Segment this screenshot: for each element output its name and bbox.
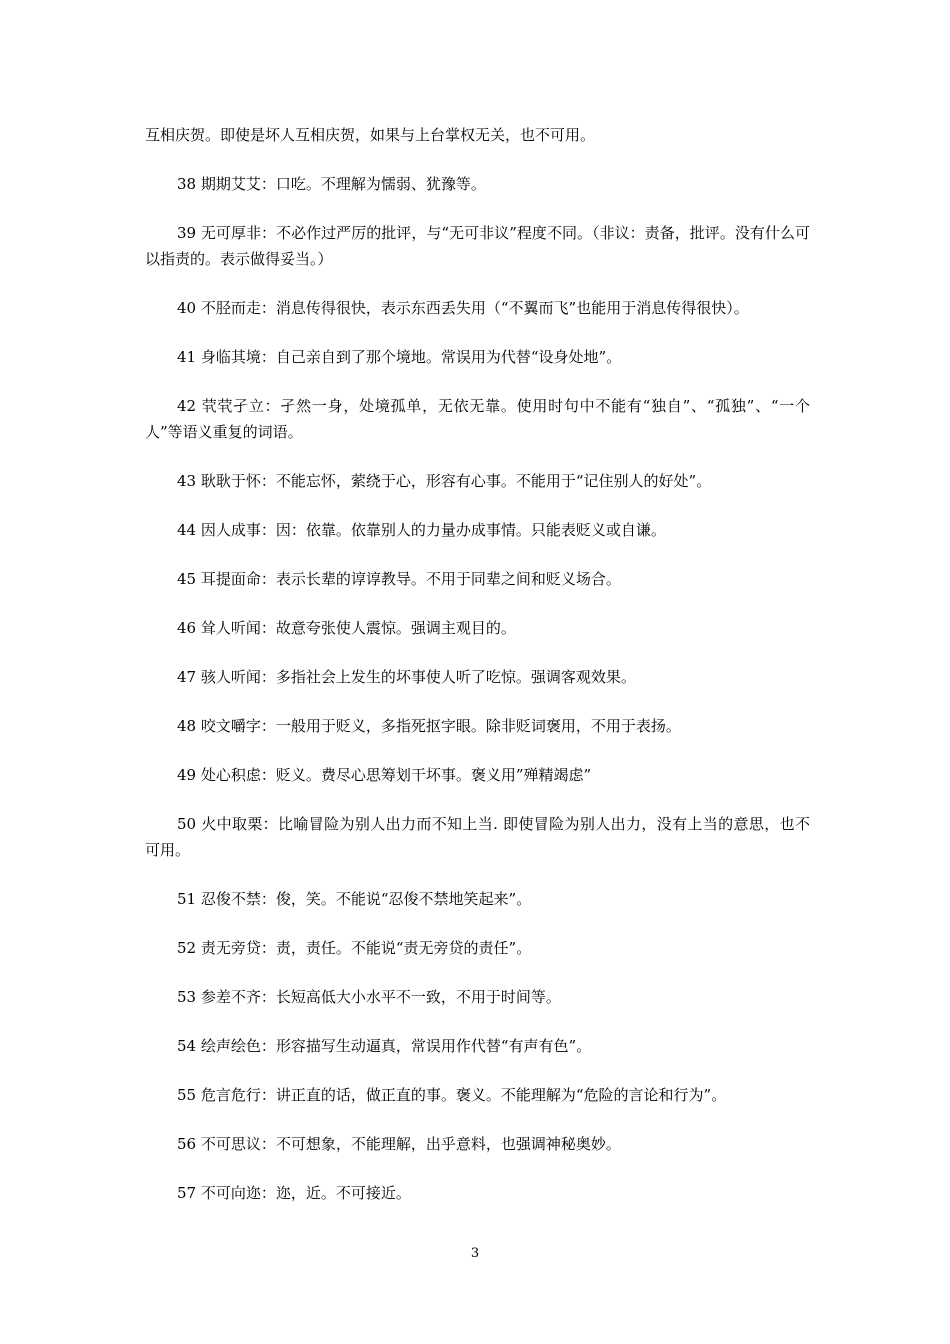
paragraph-entry-54: 54 绘声绘色：形容描写生动逼真，常误用作代替“有声有色”。 bbox=[177, 1037, 592, 1055]
paragraph-entry-52: 52 责无旁贷：责，责任。不能说“责无旁贷的责任”。 bbox=[177, 939, 532, 957]
paragraph-entry-40: 40 不胫而走：消息传得很快，表示东西丢失用（“不翼而飞”也能用于消息传得很快）。 bbox=[177, 299, 749, 317]
paragraph-entry-50: 50 火中取栗：比喻冒险为别人出力而不知上当. 即使冒险为别人出力，没有上当的意思，也不可用。 bbox=[145, 815, 810, 859]
paragraph-entry-55: 55 危言危行：讲正直的话，做正直的事。褒义。不能理解为“危险的言论和行为”。 bbox=[177, 1086, 727, 1104]
document-body bbox=[145, 122, 810, 1229]
paragraph-continuation: 互相庆贺。即使是坏人互相庆贺，如果与上台掌权无关，也不可用。 bbox=[145, 126, 596, 144]
paragraph-entry-49: 49 处心积虑：贬义。费尽心思筹划干坏事。褒义用”殚精竭虑” bbox=[177, 766, 592, 784]
paragraph-entry-56: 56 不可思议：不可想象，不能理解，出乎意料，也强调神秘奥妙。 bbox=[177, 1135, 621, 1153]
paragraph-entry-48: 48 咬文嚼字：一般用于贬义，多指死抠字眼。除非贬词褒用，不用于表扬。 bbox=[177, 717, 681, 735]
paragraph-entry-53: 53 参差不齐：长短高低大小水平不一致，不用于时间等。 bbox=[177, 988, 561, 1006]
paragraph-entry-47: 47 骇人听闻：多指社会上发生的坏事使人听了吃惊。强调客观效果。 bbox=[177, 668, 636, 686]
page-number: 3 bbox=[470, 1246, 480, 1261]
paragraph-entry-45: 45 耳提面命：表示长辈的谆谆教导。不用于同辈之间和贬义场合。 bbox=[177, 570, 621, 588]
paragraph-entry-43: 43 耿耿于怀：不能忘怀，萦绕于心，形容有心事。不能用于“记住别人的好处”。 bbox=[177, 472, 712, 490]
paragraph-entry-46: 46 耸人听闻：故意夸张使人震惊。强调主观目的。 bbox=[177, 619, 516, 637]
paragraph-entry-44: 44 因人成事：因：依靠。依靠别人的力量办成事情。只能表贬义或自谦。 bbox=[177, 521, 666, 539]
paragraph-entry-57: 57 不可向迩：迩，近。不可接近。 bbox=[177, 1184, 411, 1202]
paragraph-entry-39: 39 无可厚非：不必作过严厉的批评，与“无可非议”程度不同。（非议：责备，批评。没有什么可以指责的。表示做得妥当。） bbox=[145, 224, 810, 268]
paragraph-entry-41: 41 身临其境：自己亲自到了那个境地。常误用为代替“设身处地”。 bbox=[177, 348, 622, 366]
paragraph-entry-51: 51 忍俊不禁：俊，笑。不能说“忍俊不禁地笑起来”。 bbox=[177, 890, 532, 908]
paragraph-entry-38: 38 期期艾艾：口吃。不理解为懦弱、犹豫等。 bbox=[177, 175, 486, 193]
paragraph-entry-42: 42 茕茕孑立：孑然一身，处境孤单，无依无靠。使用时句中不能有“独自”、“孤独”、“一个人”等语义重复的词语。 bbox=[145, 397, 810, 441]
